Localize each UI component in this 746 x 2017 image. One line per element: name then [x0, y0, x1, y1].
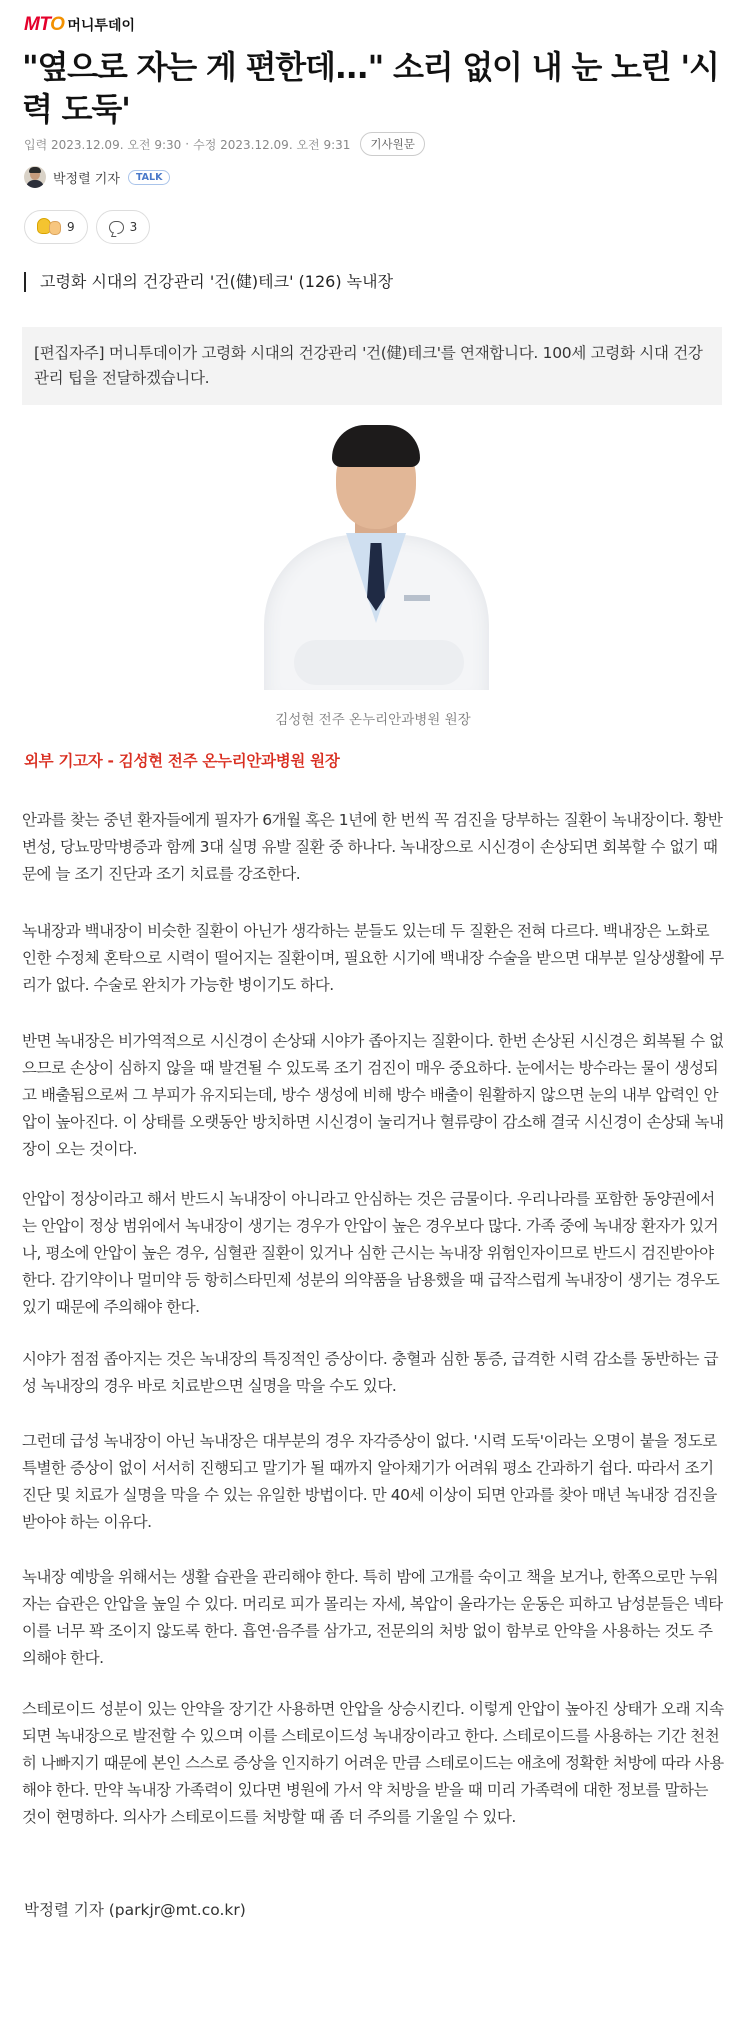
- photo-caption: 김성현 전주 온누리안과병원 원장: [275, 712, 471, 728]
- author-photo: [254, 415, 499, 690]
- reporter-info: [24, 166, 170, 188]
- reporter-name[interactable]: 박정렬 기자: [53, 171, 120, 187]
- external-contributor-byline: 외부 기고자 - 김성현 전주 온누리안과병원 원장: [24, 752, 340, 770]
- comment-icon: [109, 221, 124, 234]
- comment-button[interactable]: [96, 210, 151, 244]
- reaction-emoji-icon: [37, 217, 63, 237]
- site-logo[interactable]: MTO: [24, 14, 65, 35]
- site-logo-text[interactable]: 머니투데이: [67, 18, 135, 34]
- like-reaction-button[interactable]: [24, 210, 88, 244]
- reporter-avatar[interactable]: [24, 166, 46, 188]
- original-article-button[interactable]: 기사원문: [360, 132, 424, 156]
- body-paragraph: 시야가 점점 좁아지는 것은 녹내장의 특징적인 증상이다. 충혈과 심한 통증, 급격한 시력 감소를 동반하는 급성 녹내장의 경우 바로 치료받으면 실명을 막을 수도 있다.: [22, 1350, 719, 1395]
- site-header: [24, 12, 135, 38]
- like-count: 9: [67, 220, 75, 234]
- body-paragraph: 안압이 정상이라고 해서 반드시 녹내장이 아니라고 안심하는 것은 금물이다. 우리나라를 포함한 동양권에서는 안압이 정상 범위에서 녹내장이 생기는 경우가 안압이 높은 경우보다 많다. 가족 중에 녹내장 환자가 있거나, 평소에 안압이 높은 경우, 심혈관 질환이 있거나 심한 근시는 녹내장 위험인자이므로 반드시 검진받아야 한다. 감기약이나 멀미약 등 항히스타민제 성분의 의약품을 남용했을 때 급작스럽게 녹내장이 생기는 경우도 있기 때문에 주의해야 한다.: [22, 1190, 720, 1316]
- reaction-bar: [24, 210, 158, 244]
- body-paragraph: 녹내장 예방을 위해서는 생활 습관을 관리해야 한다. 특히 밤에 고개를 숙이고 책을 보거나, 한쪽으로만 누워 자는 습관은 안압을 높일 수 있다. 머리로 피가 몰리는 자세, 복압이 올라가는 운동은 피하고 남성분들은 넥타이를 너무 꽉 조이지 않도록 한다. 흡연·음주를 삼가고, 전문의의 처방 없이 함부로 안약을 사용하는 것도 주의해야 한다.: [22, 1568, 723, 1667]
- reporter-signoff: 박정렬 기자 (parkjr@mt.co.kr): [24, 1901, 246, 1919]
- published-date: 입력 2023.12.09. 오전 9:30: [24, 137, 182, 152]
- body-paragraph: 녹내장과 백내장이 비슷한 질환이 아닌가 생각하는 분들도 있는데 두 질환은 전혀 다르다. 백내장은 노화로 인한 수정체 혼탁으로 시력이 떨어지는 질환이며, 필요한 시기에 백내장 수술을 받으면 대부분 일상생활에 무리가 없다. 수술로 완치가 가능한 병이기도 하다.: [22, 922, 724, 994]
- updated-date: 수정 2023.12.09. 오전 9:31: [193, 137, 351, 152]
- body-paragraph: 그런데 급성 녹내장이 아닌 녹내장은 대부분의 경우 자각증상이 없다. '시력 도둑'이라는 오명이 붙을 정도로 특별한 증상이 없이 서서히 진행되고 말기가 될 때까지 알아채기가 어려워 평소 간과하기 쉽다. 따라서 조기 진단 및 치료가 실명을 막을 수 있는 유일한 방법이다. 만 40세 이상이 되면 안과를 찾아 매년 녹내장 검진을 받아야 하는 이유다.: [22, 1432, 717, 1531]
- body-paragraph: 스테로이드 성분이 있는 안약을 장기간 사용하면 안압을 상승시킨다. 이렇게 안압이 높아진 상태가 오래 지속되면 녹내장으로 발전할 수 있으며 이를 스테로이드성 녹내장이라고 한다. 스테로이드를 사용하는 기간 천천히 나빠지기 때문에 본인 스스로 증상을 인지하기 어려운 만큼 스테로이드는 애초에 정확한 처방에 따라 사용해야 한다. 만약 녹내장 가족력이 있다면 병원에 가서 약 처방을 받을 때 미리 가족력에 대한 정보를 말하는 것이 현명하다. 의사가 스테로이드를 처방할 때 좀 더 주의를 기울일 수 있다.: [22, 1700, 724, 1826]
- comment-count: 3: [129, 220, 138, 234]
- body-paragraph: 반면 녹내장은 비가역적으로 시신경이 손상돼 시야가 좁아지는 질환이다. 한번 손상된 시신경은 회복될 수 없으므로 손상이 심하지 않을 때 발견될 수 있도록 조기 검진이 매우 중요하다. 눈에서는 방수라는 물이 생성되고 배출됨으로써 그 부피가 유지되는데, 방수 생성에 비해 방수 배출이 원활하지 않으면 눈의 내부 압력인 안압이 높아진다. 이 상태를 오랫동안 방치하면 시신경이 눌리거나 혈류량이 감소해 결국 시신경이 손상돼 녹내장이 오는 것이다.: [22, 1032, 724, 1158]
- article-meta: [24, 132, 425, 156]
- body-paragraph: 안과를 찾는 중년 환자들에게 필자가 6개월 혹은 1년에 한 번씩 꼭 검진을 당부하는 질환이 녹내장이다. 황반변성, 당뇨망막병증과 함께 3대 실명 유발 질환 중 하나다. 녹내장으로 시신경이 손상되면 회복할 수 없기 때문에 늘 조기 진단과 조기 치료를 강조한다.: [22, 811, 723, 883]
- article-subtitle: 고령화 시대의 건강관리 '건(健)테크' (126) 녹내장: [24, 272, 393, 292]
- talk-badge[interactable]: TALK: [128, 170, 171, 185]
- editor-note: [편집자주] 머니투데이가 고령화 시대의 건강관리 '건(健)테크'를 연재합니다. 100세 고령화 시대 건강관리 팁을 전달하겠습니다.: [22, 327, 722, 405]
- meta-separator: ·: [185, 137, 190, 151]
- article-title: "옆으로 자는 게 편한데..." 소리 없이 내 눈 노린 '시력 도둑': [22, 48, 719, 128]
